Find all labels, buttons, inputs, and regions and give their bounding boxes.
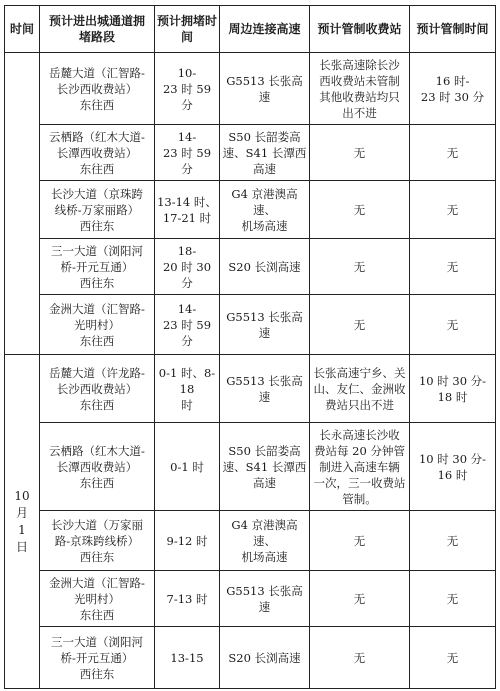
- road-cell: 三一大道（浏阳河 桥-开元互通） 西往东: [40, 239, 155, 295]
- jam-time-cell: 10- 23 时 59 分: [155, 53, 220, 125]
- header-connected-highway: 周边连接高速: [220, 6, 310, 53]
- table-row: [5, 627, 496, 689]
- road-cell: 岳麓大道（汇智路- 长沙西收费站） 东往西: [40, 53, 155, 125]
- control-time-cell: 10 时 30 分- 18 时: [410, 355, 496, 423]
- highway-cell: S20 长浏高速: [220, 627, 310, 689]
- table-row: [5, 295, 496, 355]
- road-cell: 金洲大道（汇智路- 光明村） 东往西: [40, 571, 155, 627]
- table-row: [5, 423, 496, 511]
- highway-cell: S20 长浏高速: [220, 239, 310, 295]
- table-row: [5, 125, 496, 181]
- jam-time-cell: 14- 23 时 59 分: [155, 125, 220, 181]
- jam-time-cell: 9-12 时: [155, 511, 220, 571]
- highway-cell: G5513 长张高速: [220, 295, 310, 355]
- header-control-time: 预计管制时间: [410, 6, 496, 53]
- toll-station-cell: 无: [310, 125, 410, 181]
- traffic-forecast-table: [4, 5, 496, 689]
- highway-cell: S50 长韶娄高 速、S41 长潭西 高速: [220, 125, 310, 181]
- header-congestion-time: 预计拥堵时 间: [155, 6, 220, 53]
- control-time-cell: 无: [410, 511, 496, 571]
- road-cell: 岳麓大道（许龙路- 长沙西收费站） 东往西: [40, 355, 155, 423]
- toll-station-cell: 长永高速长沙收 费站每 20 分钟管 制进入高速车辆 一次，三一收费站 管制。: [310, 423, 410, 511]
- table-row: [5, 53, 496, 125]
- table-row: [5, 571, 496, 627]
- road-cell: 长沙大道（万家丽 路-京珠跨线桥） 西往东: [40, 511, 155, 571]
- header-row: [5, 6, 496, 53]
- jam-time-cell: 0-1 时、8-18 时: [155, 355, 220, 423]
- table-row: [5, 511, 496, 571]
- toll-station-cell: 无: [310, 627, 410, 689]
- control-time-cell: 16 时- 23 时 30 分: [410, 53, 496, 125]
- jam-time-cell: 13-14 时、 17-21 时: [155, 181, 220, 239]
- time-cell: [5, 53, 40, 355]
- toll-station-cell: 无: [310, 239, 410, 295]
- toll-station-cell: 无: [310, 511, 410, 571]
- header-congested-road: 预计进出城通道拥 堵路段: [40, 6, 155, 53]
- highway-cell: G4 京港澳高速、 机场高速: [220, 511, 310, 571]
- control-time-cell: 10 时 30 分- 16 时: [410, 423, 496, 511]
- road-cell: 长沙大道（京珠跨 线桥-万家丽路） 西往东: [40, 181, 155, 239]
- control-time-cell: 无: [410, 239, 496, 295]
- jam-time-cell: 7-13 时: [155, 571, 220, 627]
- highway-cell: S50 长韶娄高 速、S41 长潭西 高速: [220, 423, 310, 511]
- control-time-cell: 无: [410, 627, 496, 689]
- toll-station-cell: 无: [310, 295, 410, 355]
- table-row: [5, 355, 496, 423]
- control-time-cell: 无: [410, 181, 496, 239]
- header-controlled-toll-station: 预计管制收费站: [310, 6, 410, 53]
- control-time-cell: 无: [410, 125, 496, 181]
- toll-station-cell: 长张高速宁乡、关 山、友仁、金洲收 费站只出不进: [310, 355, 410, 423]
- road-cell: 云栖路（红木大道- 长潭西收费站） 东往西: [40, 125, 155, 181]
- time-cell: 10 月 1 日: [5, 355, 40, 689]
- road-cell: 三一大道（浏阳河 桥-开元互通） 西往东: [40, 627, 155, 689]
- jam-time-cell: 0-1 时: [155, 423, 220, 511]
- road-cell: 云栖路（红木大道- 长潭西收费站） 东往西: [40, 423, 155, 511]
- jam-time-cell: 18- 20 时 30 分: [155, 239, 220, 295]
- table-row: [5, 181, 496, 239]
- highway-cell: G5513 长张高速: [220, 53, 310, 125]
- toll-station-cell: 无: [310, 181, 410, 239]
- road-cell: 金洲大道（汇智路- 光明村） 东往西: [40, 295, 155, 355]
- header-time: 时间: [5, 6, 40, 53]
- jam-time-cell: 13-15: [155, 627, 220, 689]
- highway-cell: G4 京港澳高速、 机场高速: [220, 181, 310, 239]
- jam-time-cell: 14- 23 时 59 分: [155, 295, 220, 355]
- toll-station-cell: 长张高速除长沙 西收费站未管制 其他收费站均只 出不进: [310, 53, 410, 125]
- table-row: [5, 239, 496, 295]
- highway-cell: G5513 长张高速: [220, 355, 310, 423]
- control-time-cell: 无: [410, 571, 496, 627]
- toll-station-cell: 无: [310, 571, 410, 627]
- control-time-cell: 无: [410, 295, 496, 355]
- highway-cell: G5513 长张高速: [220, 571, 310, 627]
